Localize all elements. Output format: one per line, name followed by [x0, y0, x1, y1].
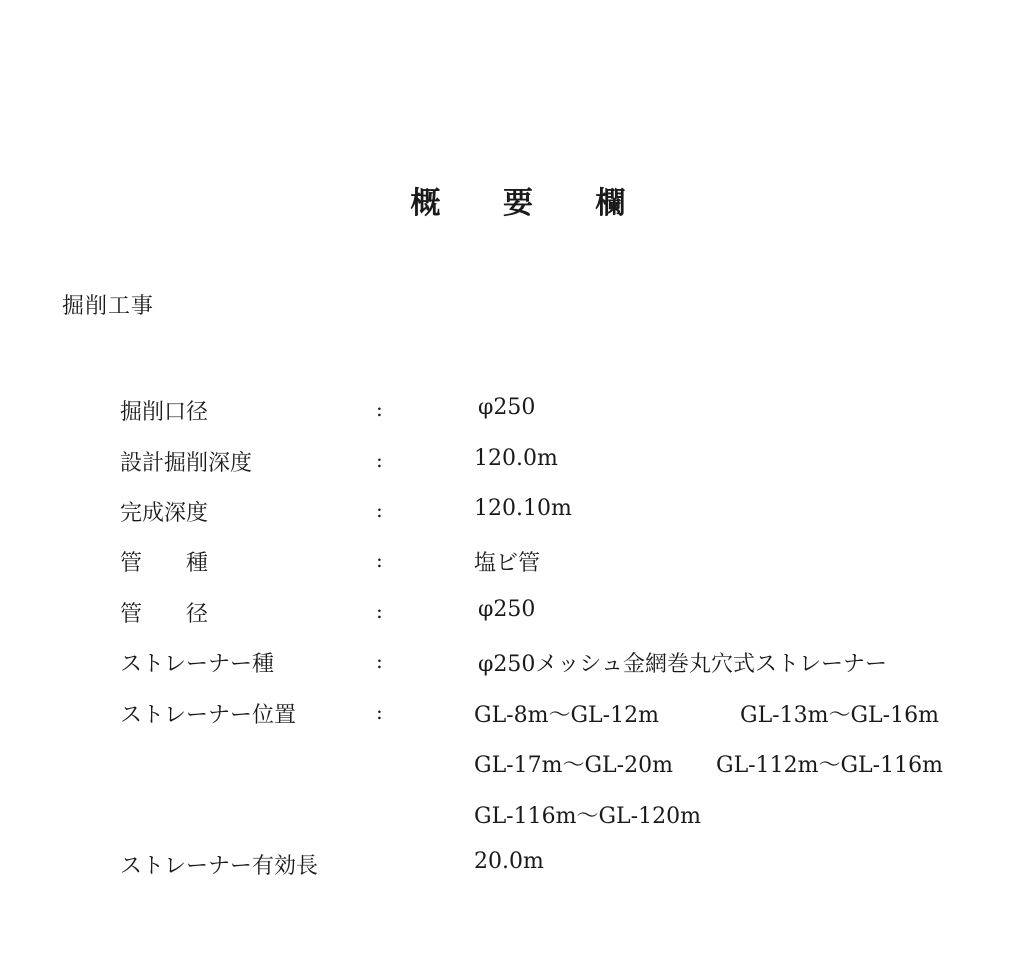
spec-value: GL-116m～GL-120m — [474, 804, 701, 829]
spec-value: 120.10m — [474, 496, 572, 521]
spec-colon: : — [376, 448, 383, 472]
spec-value-secondary: GL-112m～GL-116m — [716, 753, 943, 778]
spec-value: 20.0m — [474, 849, 544, 874]
spec-colon: : — [376, 548, 383, 572]
spec-value-secondary: GL-13m～GL-16m — [740, 703, 939, 728]
spec-row-design-depth — [0, 446, 1024, 482]
spec-row-completion-depth — [0, 496, 1024, 532]
spec-value: φ250 — [478, 597, 536, 622]
spec-value: φ250 — [478, 395, 536, 420]
spec-row-strainer-type — [0, 647, 1024, 683]
spec-row-pipe-diameter — [0, 597, 1024, 633]
spec-colon: : — [376, 700, 383, 724]
spec-row-strainer-position-cont2 — [0, 799, 1024, 835]
spec-label: 管 径 — [120, 602, 209, 627]
spec-row-strainer-effective-length — [0, 849, 1024, 885]
spec-label: ストレーナー種 — [120, 652, 275, 677]
spec-row-strainer-position — [0, 698, 1024, 734]
spec-row-excavation-diameter — [0, 395, 1024, 431]
spec-colon: : — [376, 649, 383, 673]
spec-value: 120.0m — [474, 446, 558, 471]
spec-label: 設計掘削深度 — [120, 451, 253, 476]
spec-colon: : — [376, 397, 383, 421]
spec-label: 完成深度 — [120, 501, 209, 526]
spec-label: 掘削口径 — [120, 400, 209, 425]
spec-row-strainer-position-cont — [0, 748, 1024, 784]
section-heading: 掘削工事 — [62, 294, 155, 319]
spec-colon: : — [376, 599, 383, 623]
page-title: 概 要 欄 — [410, 186, 652, 221]
spec-value: φ250メッシュ金網巻丸穴式ストレーナー — [478, 652, 887, 677]
spec-label: ストレーナー有効長 — [120, 854, 319, 879]
spec-value: 塩ビ管 — [474, 551, 541, 576]
spec-colon: : — [376, 498, 383, 522]
spec-label: 管 種 — [120, 551, 209, 576]
spec-label: ストレーナー位置 — [120, 703, 297, 728]
spec-value: GL-17m～GL-20m — [474, 753, 673, 778]
spec-row-pipe-type — [0, 546, 1024, 582]
spec-value: GL-8m～GL-12m — [474, 703, 659, 728]
